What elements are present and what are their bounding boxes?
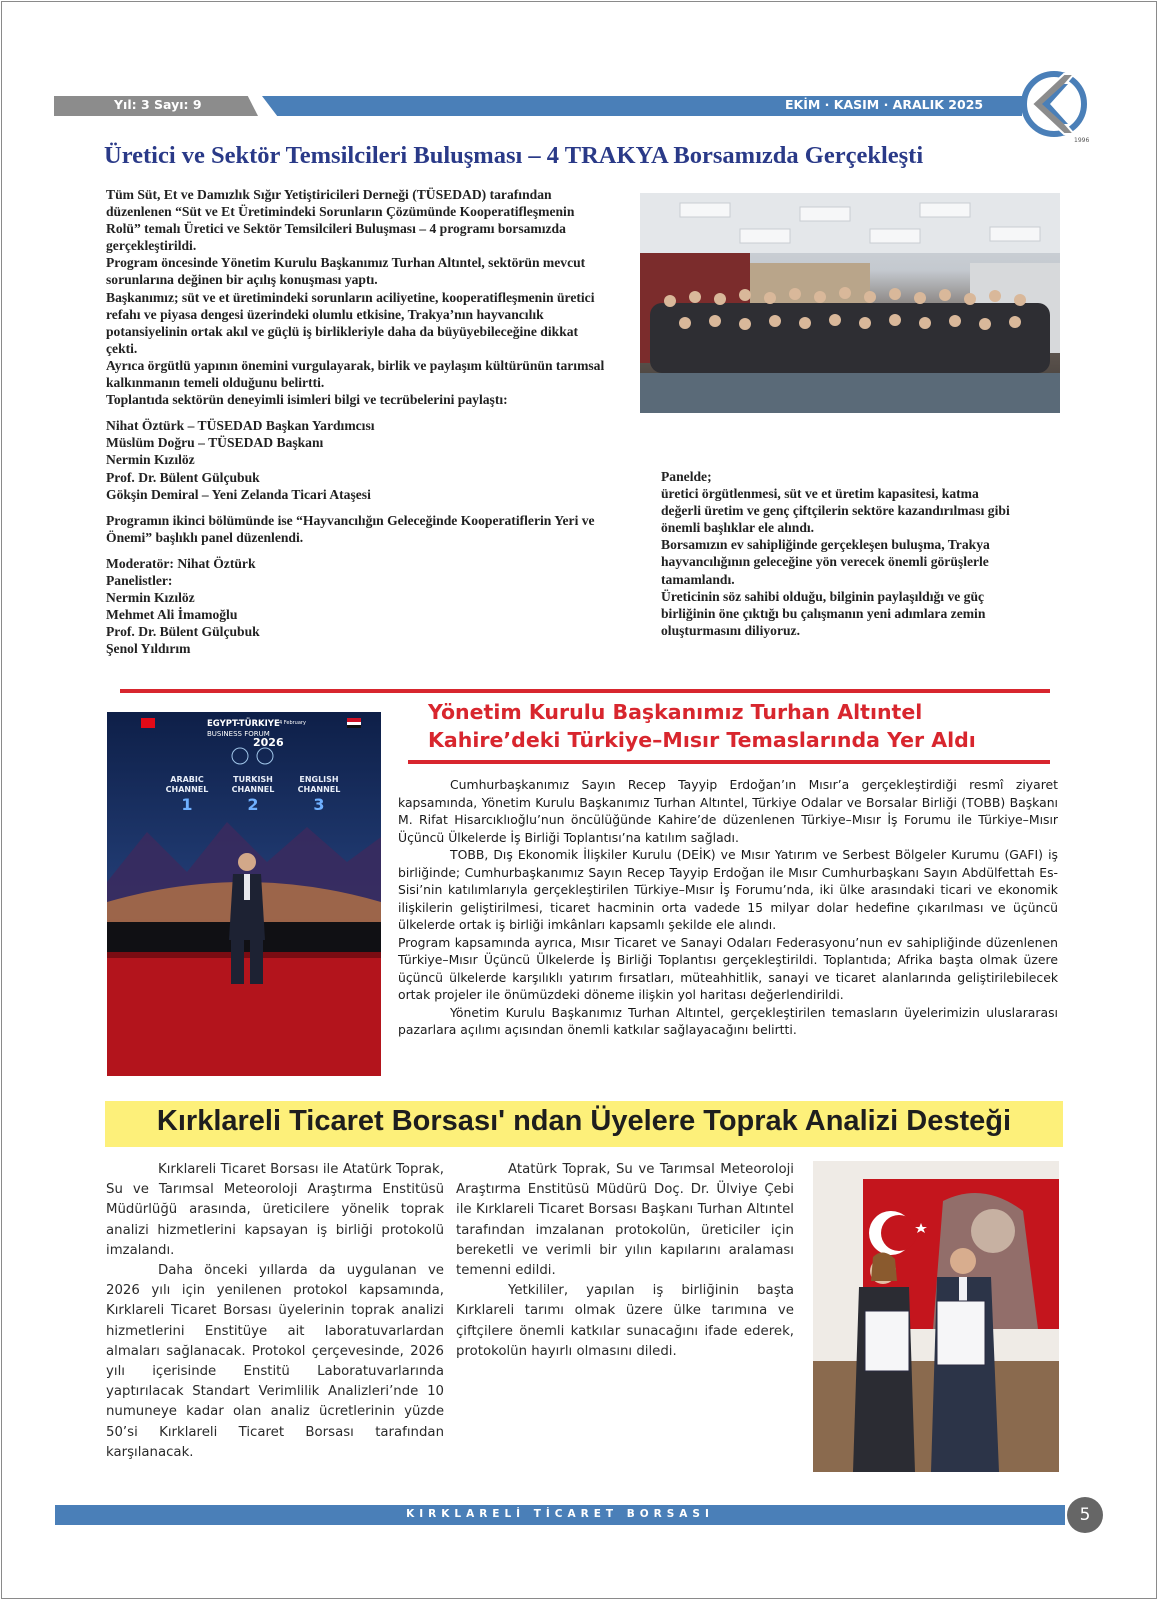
article1-right-paragraph: Üreticinin söz sahibi olduğu, bilginin paylaşıldığı ve güç birliğinin öne çıktığı bu çalışmanın yeni adımlara zemin oluşturmasını diliyoruz. (661, 588, 986, 638)
speaker-item: Gökşin Demiral – Yeni Zelanda Ticari Ataşesi (106, 486, 371, 502)
article1-paragraph: Tüm Süt, Et ve Damızlık Sığır Yetiştiricileri Derneği (TÜSEDAD) tarafından düzenlenen “Süt ve Et Üretimindeki Sorunların Çözümünde Kooperatifleşmenin Rolü” temalı Üretici ve Sektör Temsilcileri Buluşması – 4 programı borsamızda gerçekleştirildi. (106, 187, 575, 254)
panel-person: Prof. Dr. Bülent Gülçubuk (106, 624, 260, 640)
article1-paragraph: Ayrıca örgütlü yapının önemini vurgulayarak, birlik ve paylaşım kültürünün tarımsal kalkınmanın temeli olduğunu belirtti. (106, 357, 605, 391)
article2-title-line2: Kahire’deki Türkiye–Mısır Temaslarında Yer Aldı (428, 728, 976, 752)
header-date: EKİM · KASIM · ARALIK 2025 (785, 97, 984, 112)
article2-paragraph: Cumhurbaşkanımız Sayın Recep Tayyip Erdoğan’ın Mısır’a gerçekleştirdiği resmî ziyaret kapsamında, Yönetim Kurulu Başkanımız Turhan Altıntel, Türkiye Odalar ve Borsalar Birliği (TOBB) Başkanı M. Rifat Hisarcıklıoğlu’nun öncülüğünde Kahire’de düzenlenen Türkiye–Mısır İş Forumu ile Türkiye–Mısır Üçüncü Ülkelerde İş Birliği Toplantısı’na katılım sağladı. (398, 777, 1058, 845)
turkish-flag-icon (141, 718, 155, 728)
egypt-flag-icon (347, 718, 361, 722)
channel-name: CHANNEL (297, 785, 341, 794)
article2-paragraph: Program kapsamında ayrıca, Mısır Ticaret ve Sanayi Odaları Federasyonu’nun ev sahipliğinde düzenlenen Türkiye–Mısır Üçüncü Ülkelerde İş Birliği Toplantısı gerçekleştirildi. Toplantıda; Afrika başta olmak üzere üçüncü ülkelerde karşılıklı yatırım fırsatları, müteahhitlik, sanayi ve ticaret alanlarında geliştirilebilecek ortak projeler ile önümüzdeki döneme ilişkin yol haritası değerlendirildi. (398, 934, 1058, 1002)
borsa-logo-icon (1012, 66, 1092, 146)
channel-name: ARABIC (170, 775, 204, 784)
channel-number: 3 (313, 795, 325, 814)
channel-name: TURKISH (233, 775, 273, 784)
article1-paragraph: Başkanımız; süt ve et üretimindeki sorunların aciliyetine, kooperatifleşmenin üretici refahı ve piyasa dengesi üzerindeki olumlu etkisine, Trakya’nın hayvancılık potansiyelinin ortak akıl ve güçlü iş birlikleriyle daha da büyüyebileceğine dikkat çekti. (106, 289, 595, 356)
article2-top-rule (120, 689, 1050, 693)
protocol-signing-photo (813, 1161, 1059, 1472)
article2-title (428, 698, 976, 754)
banner-date-small: 4 February (279, 720, 306, 726)
article3-paragraph: Kırklareli Ticaret Borsası ile Atatürk Toprak, Su ve Tarımsal Meteoroloji Araştırma Enstitüsü Müdürlüğü arasında, üreticilere yönelik toprak analizi hizmetlerini kapsayan iş birliği protokolü imzalandı. (106, 1162, 444, 1258)
channel-name: ENGLISH (299, 775, 339, 784)
channel-number: 1 (181, 795, 193, 814)
article2-paragraph: TOBB, Dış Ekonomik İlişkiler Kurulu (DEİK) ve Mısır Yatırım ve Serbest Bölgeler Kurumu (GAFI) iş birliğinde; Cumhurbaşkanımız Sayın Recep Tayyip Erdoğan ile Mısır Cumhurbaşkanı Sayın Abdülfettah Es-Sisi’nin katılımlarıyla gerçekleştirilen Türkiye–Mısır İş Forumu’nda, iki ülke arasındaki ticari ve ekonomik ilişkilerin geliştirilmesi, ticaret hacminin orta vadede 15 milyar dolar hedefine çıkarılması ve üçüncü ülkelerde ortak iş birliği imkânları kapsamlı şekilde ele alındı. (398, 847, 1058, 932)
panel-person: Moderatör: Nihat Öztürk (106, 555, 256, 571)
article3-middle-column (456, 1160, 794, 1362)
panel-person: Şenol Yıldırım (106, 641, 191, 657)
article1-paragraph: Program öncesinde Yönetim Kurulu Başkanımız Turhan Altıntel, sektörün mevcut sorunlarına değinen bir açılış konuşması yaptı. (106, 255, 586, 288)
article1-right-paragraph: Borsamızın ev sahipliğinde gerçekleşen buluşma, Trakya hayvancılığının geleceğine yön verecek önemli görüşlerle tamamlandı. (661, 537, 990, 587)
article1-paragraph: Toplantıda sektörün deneyimli isimleri bilgi ve tecrübelerini paylaştı: (106, 392, 508, 408)
article1-right-paragraph: Panelde; (661, 469, 712, 484)
page-number: 5 (1067, 1497, 1103, 1533)
article2-paragraph: Yönetim Kurulu Başkanımız Turhan Altıntel, gerçekleştirilen temasların üyelerimizin uluslararası pazarlara açılımı açısından önemli katkılar sağlayacağını belirtti. (398, 1004, 1058, 1037)
article1-right-paragraph: üretici örgütlenmesi, süt ve et üretim kapasitesi, katma değerli üretim ve genç çiftçilerin sektöre kazandırılması gibi önemli başlıklar ele alındı. (661, 486, 1010, 536)
panel-intro: Programın ikinci bölümünde ise “Hayvancılığın Geleceğinde Kooperatiflerin Yeri ve Önemi” başlıklı panel düzenlendi. (106, 512, 595, 545)
article2-title-line1: Yönetim Kurulu Başkanımız Turhan Altıntel (428, 700, 923, 724)
article3-title: Kırklareli Ticaret Borsası' ndan Üyelere Toprak Analizi Desteği (156, 1105, 1012, 1137)
panel-person: Nermin Kızılöz (106, 590, 195, 606)
speaker-item: Müslüm Doğru – TÜSEDAD Başkanı (106, 435, 324, 451)
article1-title: Üretici ve Sektör Temsilcileri Buluşması – 4 TRAKYA Borsamızda Gerçekleşti (104, 142, 924, 169)
footer-org: KIRKLARELİ TİCARET BORSASI (406, 1508, 714, 1520)
banner-year: 2026 (253, 736, 284, 749)
channel-name: CHANNEL (231, 785, 275, 794)
speaker-item: Prof. Dr. Bülent Gülçubuk (106, 469, 260, 485)
article1-left-column (106, 186, 606, 657)
header-issue: Yıl: 3 Sayı: 9 (114, 97, 202, 112)
article3-left-column (106, 1160, 444, 1463)
article2-bottom-rule (408, 760, 1050, 764)
logo-year: 1996 (1074, 137, 1090, 144)
article3-paragraph: Daha önceki yıllarda da uygulanan ve 2026 yılı için yenilenen protokol kapsamında, Kırklareli Ticaret Borsası üyelerinin toprak analizi hizmetlerini Enstitüye ait laboratuvarlardan almaları sağlanacak. Protokol çerçevesinde, 2026 yılı içerisinde Enstitü Laboratuvarlarında yaptırılacak Standart Verimlilik Analizleri’nde 10 numuneye kadar olan analiz ücretlerinin yüzde 50’si Kırklareli Ticaret Borsası tarafından karşılanacak. (106, 1263, 444, 1460)
protocol-folder-icon (937, 1301, 985, 1365)
cairo-forum-photo (107, 712, 381, 1076)
article1-right-column (661, 468, 1021, 639)
banner-line1: EGYPT-TÜRKIYE (207, 719, 280, 729)
article3-paragraph: Atatürk Toprak, Su ve Tarımsal Meteoroloji Araştırma Enstitüsü Müdürü Doç. Dr. Ülviye Çebi ile Kırklareli Ticaret Borsası Başkanı Turhan Altıntel tarafından imzalanan protokolün, üreticiler için bereketli ve verimli bir yılın kapılarını aralaması temenni edildi. (456, 1162, 794, 1279)
article2-body (398, 776, 1058, 1039)
panel-person: Mehmet Ali İmamoğlu (106, 607, 238, 623)
speaker-item: Nihat Öztürk – TÜSEDAD Başkan Yardımcısı (106, 418, 375, 434)
speaker-item: Nermin Kızılöz (106, 452, 195, 468)
banner-line2: BUSINESS FORUM (207, 730, 270, 738)
panel-person: Panelistler: (106, 572, 173, 588)
group-photo (640, 193, 1060, 413)
channel-name: CHANNEL (165, 785, 209, 794)
channel-number: 2 (247, 795, 259, 814)
protocol-folder-icon (865, 1311, 909, 1371)
article3-paragraph: Yetkililer, yapılan iş birliğinin başta Kırklareli tarımı olmak üzere ülke tarımına ve çiftçilere önemli katkılar sunacağını ifade ederek, protokolün hayırlı olmasını diledi. (456, 1283, 794, 1359)
